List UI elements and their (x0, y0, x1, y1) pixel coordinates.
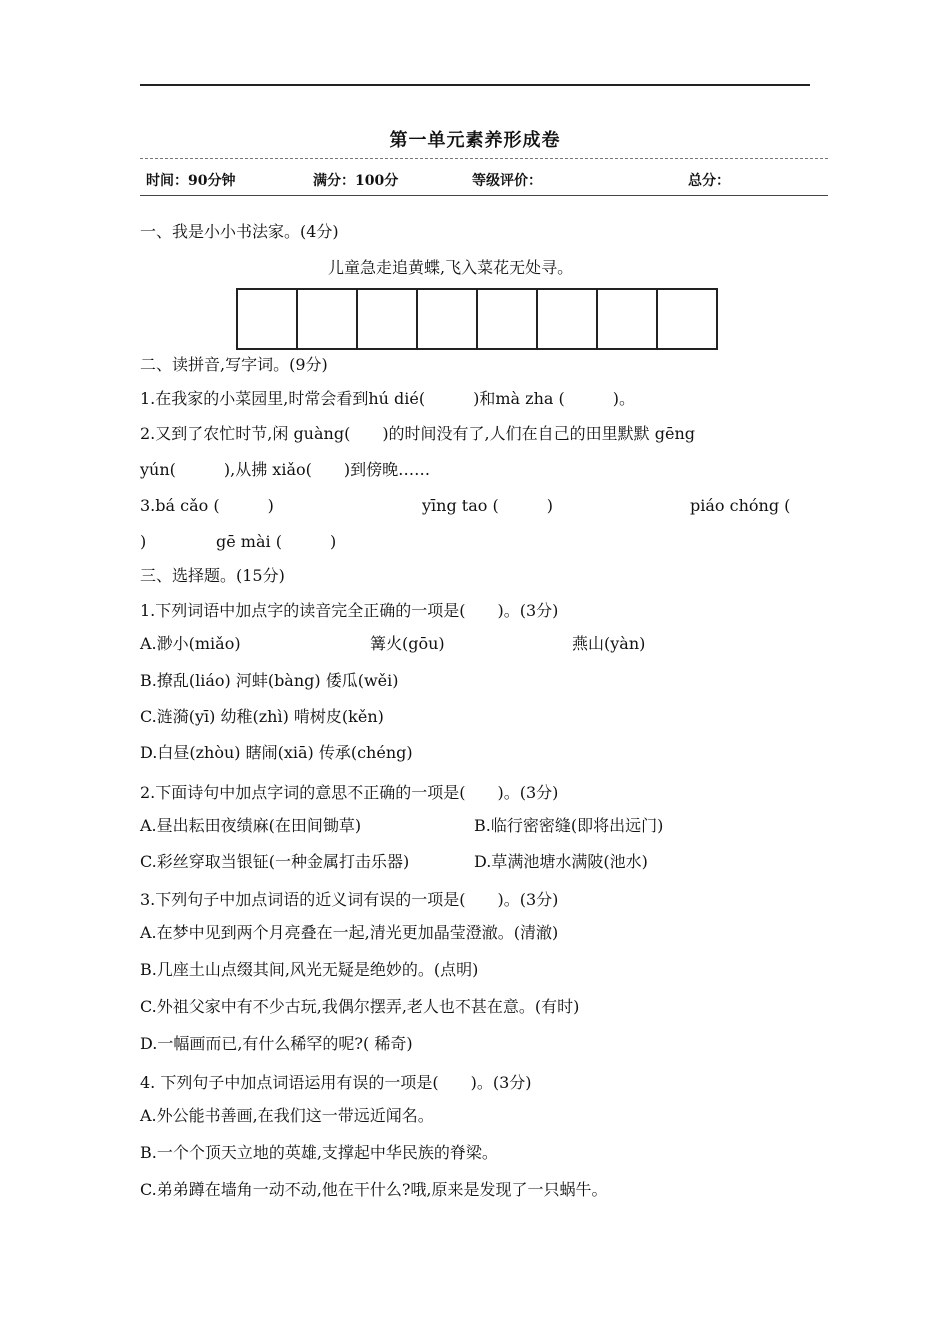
mc-question-1-option-a: A.渺小(miǎo) (140, 634, 241, 653)
question-2-3-item2: yīng tao ( ) (422, 496, 553, 515)
mc-question-1-option-c: C.涟漪(yī) 幼稚(zhì) 啃树皮(kěn) (140, 707, 384, 726)
question-2-3-item3-close: ) (140, 532, 147, 551)
mc-question-2: 2.下面诗句中加点字词的意思不正确的一项是( )。(3分) (140, 783, 559, 802)
mc-question-1: 1.下列词语中加点字的读音完全正确的一项是( )。(3分) (140, 601, 559, 620)
grade-label: 等级评价： (472, 173, 542, 189)
mc-question-4-option-b: B.一个个顶天立地的英雄,支撑起中华民族的脊梁。 (140, 1143, 498, 1162)
mc-question-3-option-b: B.几座土山点缀其间,风光无疑是绝妙的。(点明) (140, 960, 479, 979)
mc-question-3-option-d: D.一幅画而已,有什么稀罕的呢?( 稀奇) (140, 1034, 413, 1053)
mc-question-4: 4. 下列句子中加点词语运用有误的一项是( )。(3分) (140, 1073, 532, 1092)
mc-question-1-option-b: B.撩乱(liáo) 河蚌(bàng) 倭瓜(wěi) (140, 671, 399, 690)
mc-question-2-option-a: A.昼出耘田夜绩麻(在田间锄草) (140, 816, 362, 835)
writing-cell[interactable] (598, 290, 658, 348)
mc-question-3-option-c: C.外祖父家中有不少古玩,我偶尔摆弄,老人也不甚在意。(有时) (140, 997, 580, 1016)
writing-grid[interactable] (236, 288, 718, 350)
question-2-3-item4: gē mài ( ) (216, 532, 337, 551)
question-2-3-item1: 3.bá cǎo ( ) (140, 496, 274, 515)
mc-question-2-option-c: C.彩丝穿取当银钲(一种金属打击乐器) (140, 852, 410, 871)
total-score-label: 总分： (688, 173, 730, 189)
mc-question-2-option-d: D.草满池塘水满陂(池水) (474, 852, 648, 871)
writing-cell[interactable] (238, 290, 298, 348)
poem-line: 儿童急走追黄蝶,飞入菜花无处寻。 (328, 258, 574, 277)
full-score-label: 满分：100分 (313, 173, 399, 189)
writing-cell[interactable] (658, 290, 718, 348)
mc-question-3: 3.下列句子中加点词语的近义词有误的一项是( )。(3分) (140, 890, 559, 909)
section-2-heading: 二、读拼音,写字词。(9分) (140, 355, 328, 374)
mc-question-3-option-a: A.在梦中见到两个月亮叠在一起,清光更加晶莹澄澈。(清澈) (140, 923, 559, 942)
writing-cell[interactable] (538, 290, 598, 348)
question-2-2-line1: 2.又到了农忙时节,闲 guàng( )的时间没有了,人们在自己的田里默默 gēng (140, 424, 695, 443)
mc-question-1-option-a-word2: 篝火(gōu) (370, 634, 445, 653)
info-bar (140, 158, 828, 196)
time-label: 时间：90分钟 (146, 173, 236, 189)
writing-cell[interactable] (358, 290, 418, 348)
question-2-1: 1.在我家的小菜园里,时常会看到hú dié( )和mà zha ( )。 (140, 389, 636, 408)
mc-question-4-option-a: A.外公能书善画,在我们这一带远近闻名。 (140, 1106, 434, 1125)
writing-cell[interactable] (298, 290, 358, 348)
mc-question-4-option-c: C.弟弟蹲在墙角一动不动,他在干什么?哦,原来是发现了一只蜗牛。 (140, 1180, 608, 1199)
page-title: 第一单元素养形成卷 (389, 130, 561, 151)
question-2-2-line2: yún( ),从拂 xiǎo( )到傍晚…… (140, 460, 431, 479)
section-1-heading: 一、我是小小书法家。(4分) (140, 222, 339, 241)
writing-cell[interactable] (478, 290, 538, 348)
mc-question-1-option-a-word3: 燕山(yàn) (572, 634, 646, 653)
question-2-3-item3: piáo chóng ( (690, 496, 791, 515)
mc-question-2-option-b: B.临行密密缝(即将出远门) (474, 816, 664, 835)
mc-question-1-option-d: D.白昼(zhòu) 瞎闹(xiā) 传承(chéng) (140, 743, 413, 762)
section-3-heading: 三、选择题。(15分) (140, 566, 285, 585)
writing-cell[interactable] (418, 290, 478, 348)
top-rule (140, 84, 810, 86)
